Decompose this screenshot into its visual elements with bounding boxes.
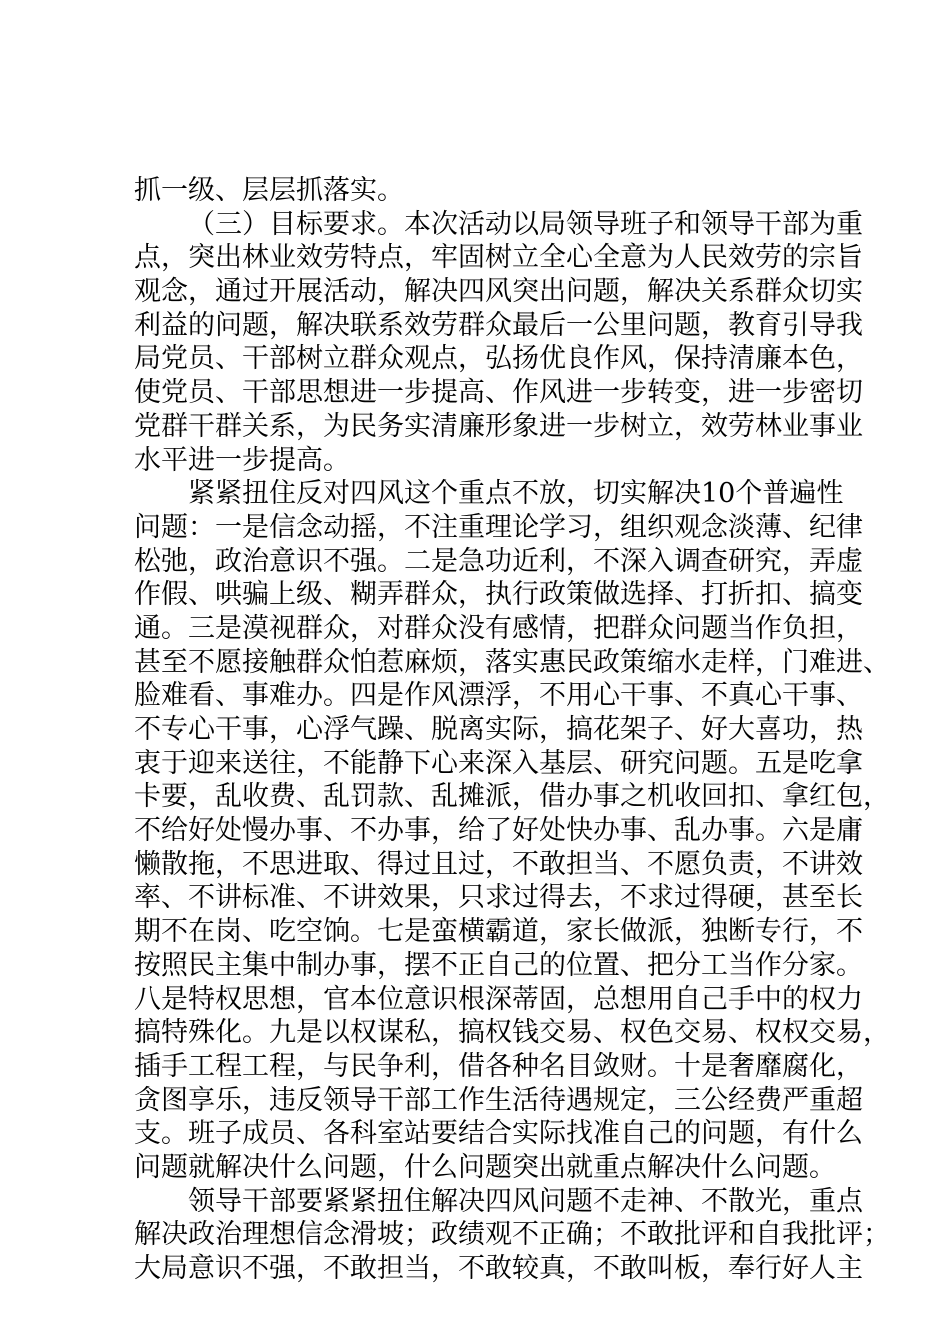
- text-line: 率、不讲标准、不讲效果，只求过得去，不求过得硬，甚至长: [134, 882, 863, 914]
- text-line: 插手工程工程，与民争利，借各种名目敛财。十是奢靡腐化，: [134, 1050, 863, 1082]
- paragraph-start-line: 紧紧扭住反对四风这个重点不放，切实解决10个普遍性: [188, 478, 844, 510]
- text-line: 八是特权思想，官本位意识根深蒂固，总想用自己手中的权力: [134, 983, 863, 1015]
- text-line: 局党员、干部树立群众观点，弘扬优良作风，保持清廉本色，: [134, 343, 863, 375]
- text-line: 水平进一步提高。: [134, 444, 350, 476]
- text-line: 衷于迎来送往，不能静下心来深入基层、研究问题。五是吃拿: [134, 747, 863, 779]
- text-line: 支。班子成员、各科室站要结合实际找准自己的问题，有什么: [134, 1118, 863, 1150]
- body-text: [134, 174, 890, 1286]
- text-line: 期不在岗、吃空饷。七是蛮横霸道，家长做派，独断专行，不: [134, 916, 863, 948]
- text-line: 解决政治理想信念滑坡；政绩观不正确；不敢批评和自我批评；: [134, 1219, 890, 1251]
- text-line: 不给好处慢办事、不办事，给了好处快办事、乱办事。六是庸: [134, 815, 863, 847]
- text-line: 甚至不愿接触群众怕惹麻烦，落实惠民政策缩水走样，门难进、: [134, 646, 890, 678]
- text-line: 抓一级、层层抓落实。: [134, 175, 404, 206]
- text-line: 使党员、干部思想进一步提高、作风进一步转变，进一步密切: [134, 377, 863, 409]
- text-line: 不专心干事，心浮气躁、脱离实际，搞花架子、好大喜功，热: [134, 714, 863, 745]
- text-line: 懒散拖，不思进取、得过且过，不敢担当、不愿负责，不讲效: [134, 848, 863, 880]
- text-line: 松弛，政治意识不强。二是急功近利，不深入调查研究，弄虚: [134, 545, 863, 577]
- text-line: 通。三是漠视群众，对群众没有感情，把群众问题当作负担，: [134, 612, 863, 644]
- text-line: 点，突出林业效劳特点，牢固树立全心全意为人民效劳的宗旨: [134, 242, 863, 274]
- text-line: 搞特殊化。九是以权谋私，搞权钱交易、权色交易、权权交易，: [134, 1017, 890, 1049]
- text-line: 问题：一是信念动摇，不注重理论学习，组织观念淡薄、纪律: [134, 511, 863, 543]
- paragraph-start-line: 领导干部要紧紧扭住解决四风问题不走神、不散光，重点: [188, 1185, 863, 1217]
- text-line: 按照民主集中制办事，摆不正自己的位置、把分工当作分家。: [134, 949, 863, 981]
- text-line: 作假、哄骗上级、糊弄群众，执行政策做选择、打折扣、搞变: [134, 579, 863, 611]
- text-line: 卡要，乱收费、乱罚款、乱摊派，借办事之机收回扣、拿红包，: [134, 781, 890, 813]
- text-line: 党群干群关系，为民务实清廉形象进一步树立，效劳林业事业: [134, 410, 863, 442]
- text-line: 问题就解决什么问题，什么问题突出就重点解决什么问题。: [134, 1151, 836, 1183]
- paragraph-start-line: （三）目标要求。本次活动以局领导班子和领导干部为重: [188, 208, 863, 240]
- text-line: 贪图享乐，违反领导干部工作生活待遇规定，三公经费严重超: [134, 1084, 863, 1116]
- text-line: 脸难看、事难办。四是作风漂浮，不用心干事、不真心干事、: [134, 680, 863, 712]
- text-line: 观念，通过开展活动，解决四风突出问题，解决关系群众切实: [134, 276, 863, 308]
- text-line: 大局意识不强，不敢担当，不敢较真，不敢叫板，奉行好人主: [134, 1253, 863, 1284]
- text-line: 利益的问题，解决联系效劳群众最后一公里问题，教育引导我: [134, 309, 863, 341]
